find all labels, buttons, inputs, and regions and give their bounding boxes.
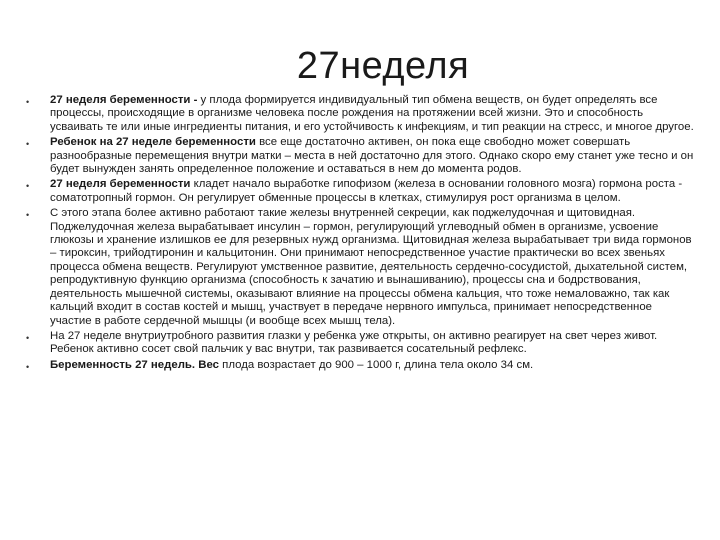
bullet-body-text: все еще достаточно активен, он пока еще свободно может совершать разнообразные перемещения внутри матки – места в ней достаточно для этого. Однако скоро ему станет уже тесно и он будет вынужден занять определенное положение и оставаться в нем до момента родов.: [50, 136, 694, 176]
bullet-text: [50, 136, 693, 175]
bullet-bold-text: 27 неделя беременности -: [50, 94, 201, 106]
bullet-bold-text: 27 неделя беременности: [50, 178, 191, 191]
bullet-text: [50, 207, 692, 326]
bullet-bold-text: Беременность 27 недель. Вес: [50, 358, 220, 371]
bullet-text: [50, 359, 533, 371]
list-item: [26, 94, 696, 134]
bullet-list: [26, 94, 696, 374]
bullet-text: [50, 330, 657, 355]
bullet-body-text: С этого этапа более активно работают такие железы внутренней секреции, как поджелудочная и щитовидная. Поджелудочная железа вырабатывает инсулин – гормон, регулирующий углеводный обмен в организме, усвоение глюкозы и хранение излишков ее для резервных нужд организма. Щитовидная железа вырабатывает три вида гормонов – тироксин, трийодтиронин и кальцитонин. Они принимают непосредственное участие практически во всех звеньях процесса обмена веществ. Регулируют умственное развитие, деятельность сердечно-сосудистой, дыхательной систем, репродуктивную функцию организма (способность к зачатию и вынашиванию), процессы сна и бодрствования, деятельность мышечной системы, оказывают влияние на процессы обмена кальция, что тоже немаловажно, так как кальций входит в состав костей и мышц, участвует в передаче нервного импульса, принимает непосредственное участие в работе сердечной мышцы (и вообще всех мышц тела).: [50, 207, 692, 327]
bullet-body-text: кладет начало выработке гипофизом (железа в основании головного мозга) гормона роста - соматотропный гормон. Он регулирует обменные процессы в клетках, стимулируя рост организма в целом.: [50, 178, 683, 204]
bullet-icon: •: [26, 139, 30, 150]
bullet-text: [50, 94, 694, 133]
bullet-body-text: плода возрастает до 900 – 1000 г, длина тела около 34 см.: [219, 358, 534, 371]
bullet-icon: •: [26, 97, 30, 107]
list-item: [26, 178, 696, 205]
bullet-bold-text: Ребенок на 27 неделе беременности: [50, 136, 256, 149]
list-item: [26, 207, 696, 328]
list-item: [26, 329, 696, 357]
bullet-body-text: На 27 неделе внутриутробного развития глазки у ребенка уже открыты, он активно реагирует на свет через живот. Ребенок активно сосет свой пальчик у вас внутри, так развивается сосательный рефлекс.: [50, 329, 658, 356]
bullet-icon: •: [26, 361, 30, 372]
bullet-text: [50, 178, 682, 203]
bullet-icon: •: [26, 181, 30, 192]
bullet-body-text: у плода формируется индивидуальный тип обмена веществ, он будет определять все процессы, происходящие в организме человека после рождения на протяжении всей жизни. Это и способность усваивать те или иные ингредиенты питания, и его устойчивость к инфекциям, и тип реакции на стресс, и многое другое.: [50, 94, 694, 133]
bullet-icon: •: [26, 210, 30, 221]
slide-title: 27неделя: [296, 45, 470, 87]
bullet-icon: •: [26, 332, 30, 343]
list-item: [26, 136, 696, 176]
list-item: [26, 358, 696, 372]
